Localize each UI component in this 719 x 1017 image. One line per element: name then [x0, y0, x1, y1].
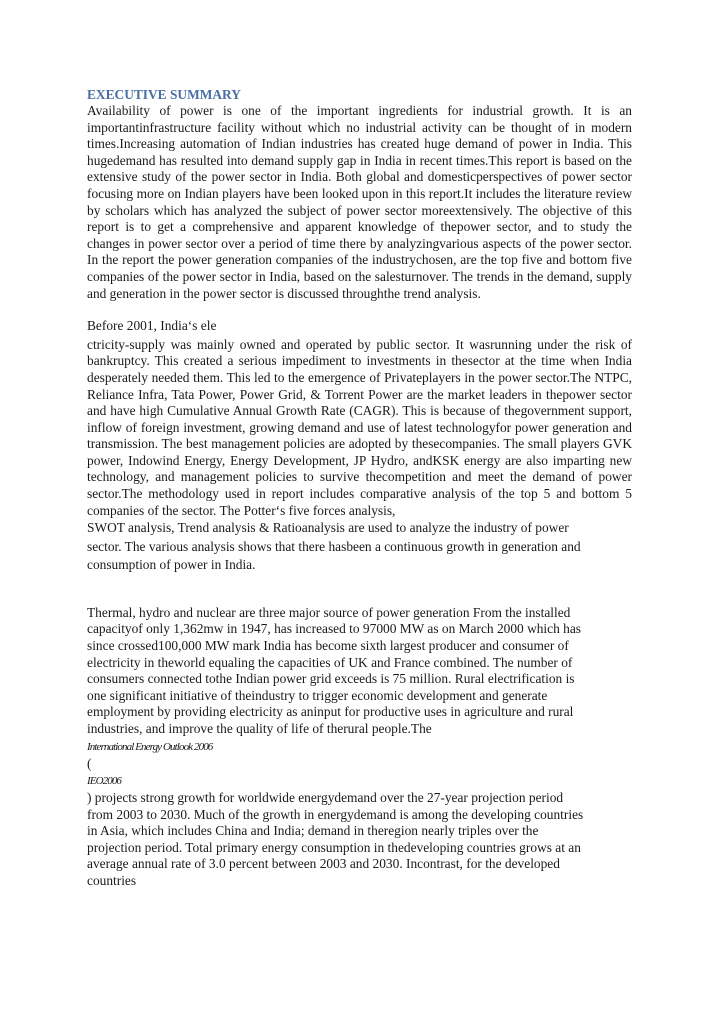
paragraph-electricity-supply: ctricity-supply was mainly owned and operated by public sector. It wasrunning under the risk of bankruptcy. This created a serious impediment to investments in thesector at the time when India desperately needed them. This led to the emergence of Privateplayers in the power sector.The NTPC, Reliance Infra, Tata Power, Power Grid, & Torrent Power are the market leaders in thepower sector and have high Cumulative Annual Growth Rate (CAGR). This is because of thegovernment support, inflow of foreign investment, growing demand and use of latest technologyfor power generation and transmission. The best management policies are adopted by thesecompanies. The small players GVK power, Indowind Energy, Energy Development, JP Hydro, andKSK energy are also imparting new technology, and management policies to survive thecompetition and meet the demand of power sector.The methodology used in report includes comparative analysis of the top 5 and bottom 5 companies of the sector. The Potter‘s five forces analysis, — [87, 336, 632, 518]
document-page — [87, 86, 632, 890]
text-line: projection period. Total primary energy consumption in thedeveloping countries grows at an — [87, 839, 581, 855]
text-line: average annual rate of 3.0 percent between 2003 and 2030. Incontrast, for the developed — [87, 856, 560, 872]
paragraph-before-2001-start: Before 2001, India‘s ele — [87, 318, 217, 334]
text-line: countries — [87, 873, 137, 889]
text-line: Thermal, hydro and nuclear are three major source of power generation From the installed — [87, 604, 571, 620]
paragraph-availability: Availability of power is one of the important ingredients for industrial growth. It is an importantinfrastructure facility without which no industrial activity can be thought of in modern times.Increasing automation of Indian industries has created huge demand of power in India. This hugedemand has resulted into demand supply gap in India in recent times.This report is based on the extensive study of the power sector in India. Both global and domesticperspectives of power sector focusing more on Indian players have been looked upon in this report.It includes the literature review by scholars which has analyzed the subject of power sector moreextensively. The objective of this report is to get a comprehensive and apparent knowledge of thepower sector, and to study the changes in power sector over a period of time there by analyzingvarious aspects of the power sector. In the report the power generation companies of the industrychosen, are the top five and bottom five companies of the power sector in India, based on the salesturnover. The trends in the demand, supply and generation in the power sector is discussed throughthe trend analysis. — [87, 103, 632, 301]
paragraph-thermal-hydro-nuclear — [87, 605, 632, 738]
section-heading: EXECUTIVE SUMMARY — [87, 87, 241, 102]
open-parenthesis: ( — [87, 755, 92, 771]
text-line: electricity in theworld equaling the capacities of UK and France combined. The number of — [87, 654, 573, 670]
text-line: one significant initiative of theindustry to trigger economic development and generate — [87, 687, 548, 703]
paragraph-swot-analysis — [87, 519, 632, 575]
publication-abbreviation: IEO2006 — [87, 775, 122, 788]
text-line: capacityof only 1,362mw in 1947, has increased to 97000 MW as on March 2000 which has — [87, 621, 581, 637]
text-line: consumers connected tothe Indian power grid exceeds is 75 million. Rural electrification is — [87, 671, 575, 687]
publication-title: International Energy Outlook 2006 — [87, 740, 213, 753]
text-line: from 2003 to 2030. Much of the growth in energydemand is among the developing countries — [87, 806, 584, 822]
text-line: SWOT analysis, Trend analysis & Ratioanalysis are used to analyze the industry of power — [87, 520, 569, 536]
paragraph-ieo-projection — [87, 790, 632, 890]
text-line: ) projects strong growth for worldwide energydemand over the 27-year projection period — [87, 790, 564, 806]
text-line: consumption of power in India. — [87, 557, 256, 573]
text-line: employment by providing electricity as aninput for productive uses in agriculture and rural — [87, 704, 574, 720]
text-line: sector. The various analysis shows that there hasbeen a continuous growth in generation and — [87, 538, 581, 554]
text-line: industries, and improve the quality of life of therural people.The — [87, 720, 432, 736]
text-line: in Asia, which includes China and India; demand in theregion nearly triples over the — [87, 823, 539, 839]
text-line: since crossed100,000 MW mark India has become sixth largest producer and consumer of — [87, 637, 569, 653]
